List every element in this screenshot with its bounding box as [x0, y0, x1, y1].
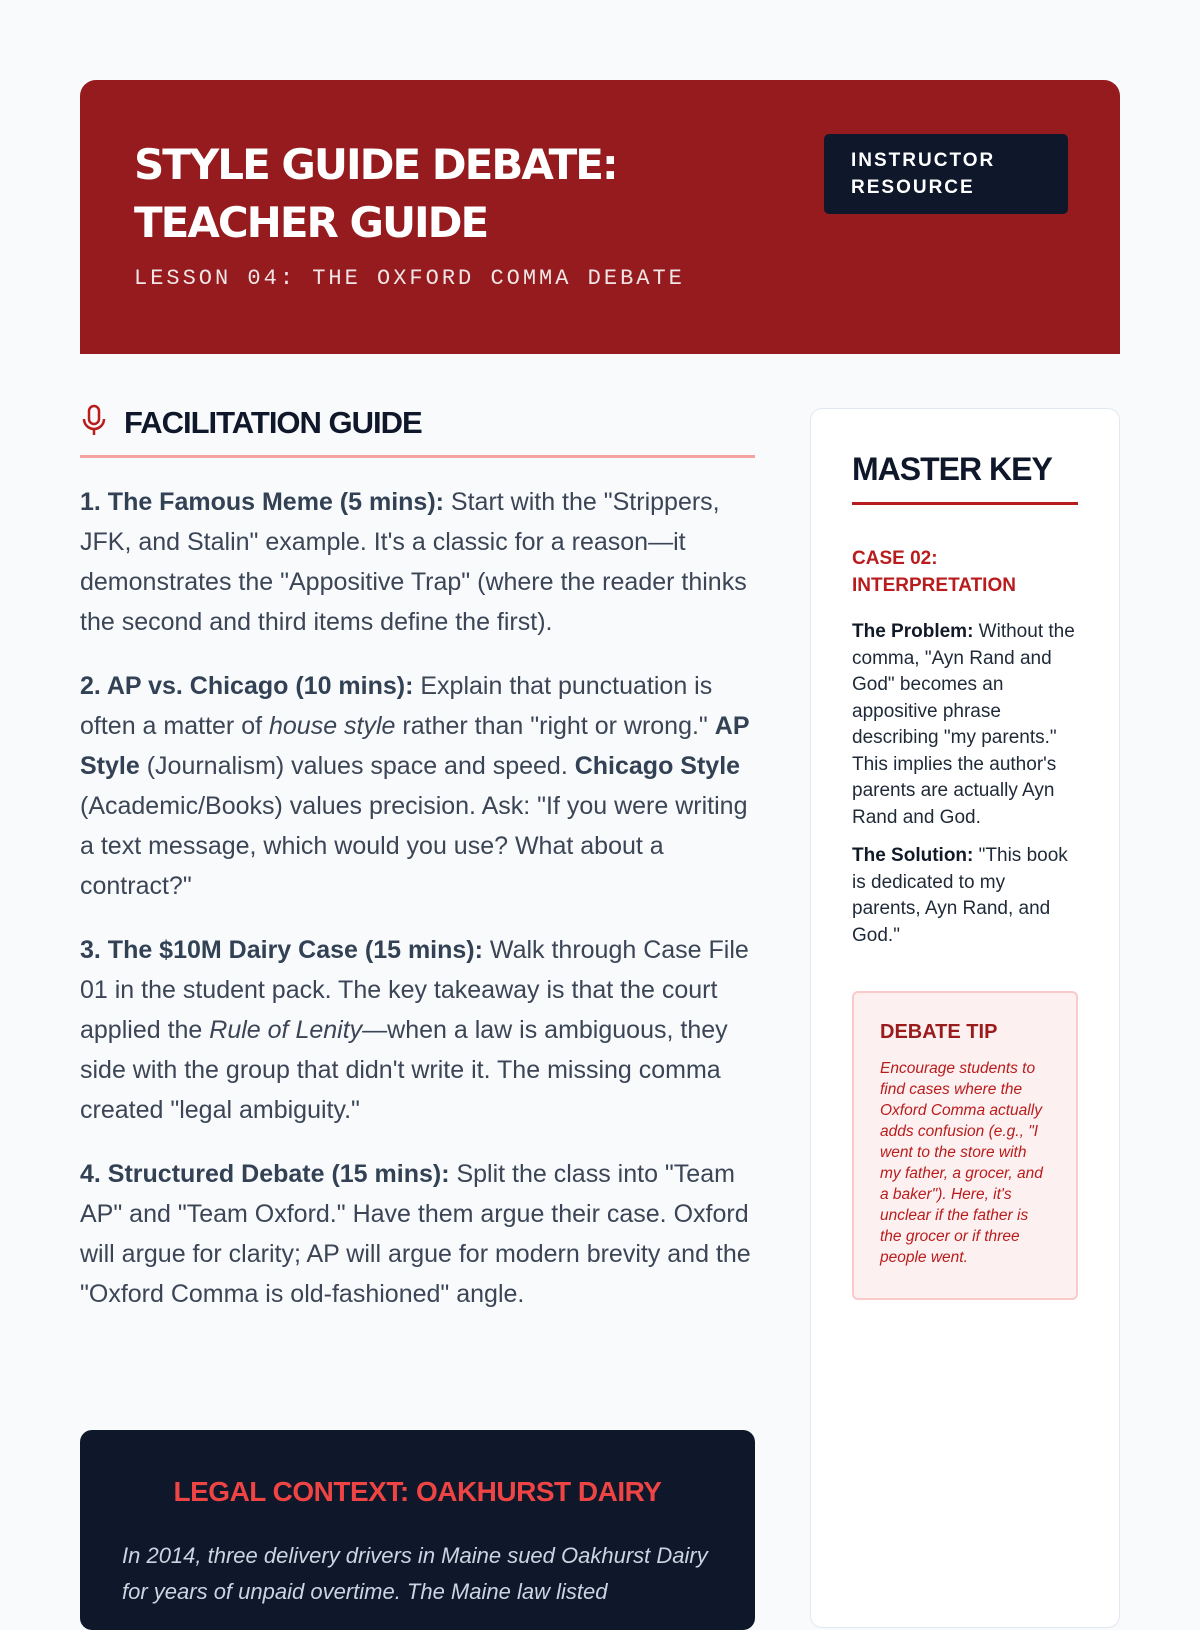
debate-tip-box [852, 991, 1078, 1300]
step-1-title: 1. The Famous Meme (5 mins): [80, 488, 444, 516]
title-line-2: TEACHER GUIDE [134, 198, 488, 247]
title-line-1: STYLE GUIDE DEBATE: [134, 140, 617, 189]
legal-context-text: In 2014, three delivery drivers in Maine sued Oakhurst Dairy for years of unpaid overtime. The Maine law listed [122, 1543, 708, 1604]
step-4-text: Split the class into "Team AP" and "Team Oxford." Have them argue their case. Oxford will argue for clarity; AP will argue for modern brevity and the "Oxford Comma is old-fashioned" angle. [80, 1160, 751, 1308]
lesson-subtitle: LESSON 04: THE OXFORD COMMA DEBATE [134, 266, 685, 291]
problem-body: Without the comma, "Ayn Rand and God" becomes an appositive phrase describing "my parents." This implies the author's parents are actually Ayn Rand and God. [852, 621, 1075, 828]
facilitation-section [80, 404, 755, 1314]
instructor-resource-badge [824, 134, 1068, 214]
badge-line-1: INSTRUCTOR [851, 150, 996, 171]
legal-context-heading: LEGAL CONTEXT: OAKHURST DAIRY [173, 1476, 662, 1507]
step-1-text: Start with the "Strippers, JFK, and Stalin" example. It's a classic for a reason—it demonstrates the "Appositive Trap" (where the reader thinks the second and third items define the first). [80, 488, 747, 636]
step-2-emphasis: house style [269, 712, 396, 740]
step-4-title: 4. Structured Debate (15 mins): [80, 1160, 450, 1188]
master-key-sidebar [810, 408, 1120, 1628]
step-2-text: Explain that punctuation is often a matter of [80, 672, 713, 740]
solution-body: "This book is dedicated to my parents, Ayn Rand, and God." [852, 845, 1068, 946]
legal-context-box [80, 1430, 755, 1630]
chicago-style-label: Chicago Style [574, 752, 741, 780]
solution-label: The Solution: [852, 845, 974, 866]
ap-style-label: AP Style [80, 712, 750, 780]
problem-label: The Problem: [852, 621, 974, 642]
page-title [134, 136, 617, 252]
badge-line-2: RESOURCE [851, 177, 975, 198]
debate-tip-heading: DEBATE TIP [880, 1021, 998, 1043]
step-3-text: —when a law is ambiguous, they side with the group that didn't write it. The missing comma created "legal ambiguity." [80, 1016, 728, 1124]
step-1 [80, 482, 755, 642]
facilitation-heading: FACILITATION GUIDE [124, 404, 422, 440]
microphone-icon [80, 404, 108, 441]
page-header [80, 80, 1120, 354]
step-3 [80, 930, 755, 1130]
step-4 [80, 1154, 755, 1314]
step-2-text: (Journalism) values space and speed. [139, 752, 575, 780]
step-3-text: Walk through Case File 01 in the student pack. The key takeaway is that the court applied the [80, 936, 749, 1044]
step-3-emphasis: Rule of Lenity [209, 1016, 363, 1044]
case-label: CASE 02: INTERPRETATION [852, 548, 1016, 596]
debate-tip-text: Encourage students to find cases where the Oxford Comma actually adds confusion (e.g., "I went to the store with my father, a grocer, and a baker"). Here, it's unclear if the father is the grocer or if three people went. [880, 1060, 1043, 1266]
solution-text [852, 843, 1078, 949]
section-heading [80, 404, 755, 458]
step-2-title: 2. AP vs. Chicago (10 mins): [80, 672, 414, 700]
step-2-text: (Academic/Books) values precision. Ask: "If you were writing a text message, which would you use? What about a contract?" [80, 792, 748, 900]
step-2 [80, 666, 755, 906]
master-key-heading: MASTER KEY [852, 451, 1078, 505]
step-2-text: rather than "right or wrong." [395, 712, 715, 740]
problem-text [852, 619, 1078, 831]
step-3-title: 3. The $10M Dairy Case (15 mins): [80, 936, 483, 964]
